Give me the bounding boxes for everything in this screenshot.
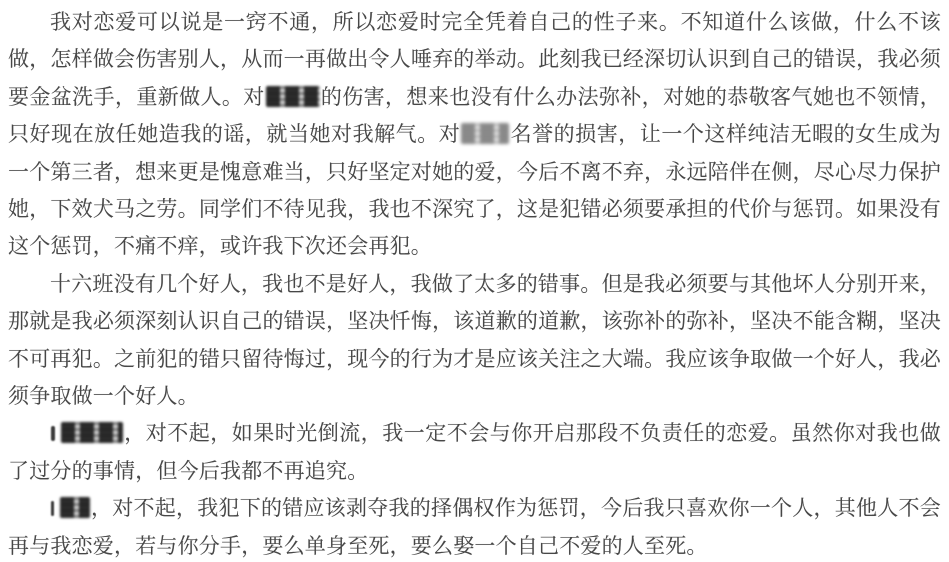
paragraph-text: 我对恋爱可以说是一窍不通，所以恋爱时完全凭着自己的性子来。不知道什么该做，什么不该做，怎样做会伤害别人，从而一再做出令人唾弃的举动。此刻我已经深切认识到自己的错误，我必须要金盆洗手，重新做人。对 [8,11,941,109]
paragraph-text: ，对不起，我犯下的错应该剥夺我的择偶权作为惩罚，今后我只喜欢你一个人，其他人不会再与我恋爱，若与你分手，要么单身至死，要么娶一个自己不爱的人至死。 [8,497,941,558]
paragraph-text: ，对不起，如果时光倒流，我一定不会与你开启那段不负责任的恋爱。虽然你对我也做了过分的事情，但今后我都不再追究。 [8,422,941,483]
redacted-name-1 [266,86,320,107]
paragraph-4 [8,490,941,562]
paragraph-text: 的伤害，想来也没有什么办法弥补，对她的恭敬客气她也不领情，只好现在放任她造我的谣，就当她对我解气。对 [8,85,941,147]
redacted-name-3 [61,422,123,443]
text-body [8,4,941,562]
paragraph-2 [8,266,941,416]
redacted-name-4 [60,497,90,518]
paragraph-text: 十六班没有几个好人，我也不是好人，我做了太多的错事。但是我必须要与其他坏人分别开来，那就是我必须深刻认识自己的错误，坚决忏悔，该道歉的道歉，该弥补的弥补，坚决不能含糊，坚决不可再犯。之前犯的错只留待悔过，现今的行为才是应该关注之大端。我应该争取做一个好人，我必须争取做一个好人。 [8,272,941,409]
redacted-name-2 [461,123,509,144]
redacted-mark-1 [51,426,55,441]
paragraph-text: 名誉的损害，让一个这样纯洁无暇的女生成为一个第三者，想来更是愧意难当，只好坚定对她的爱，今后不离不弃，永远陪伴在侧，尽心尽力保护她，下效犬马之劳。同学们不待见我，我也不深究了，这是犯错必须要承担的代价与惩罚。如果没有这个惩罚，不痛不痒，或许我下次还会再犯。 [8,123,941,259]
paragraph-3 [8,415,941,490]
paragraph-1 [8,4,941,266]
redacted-mark-2 [51,501,54,516]
